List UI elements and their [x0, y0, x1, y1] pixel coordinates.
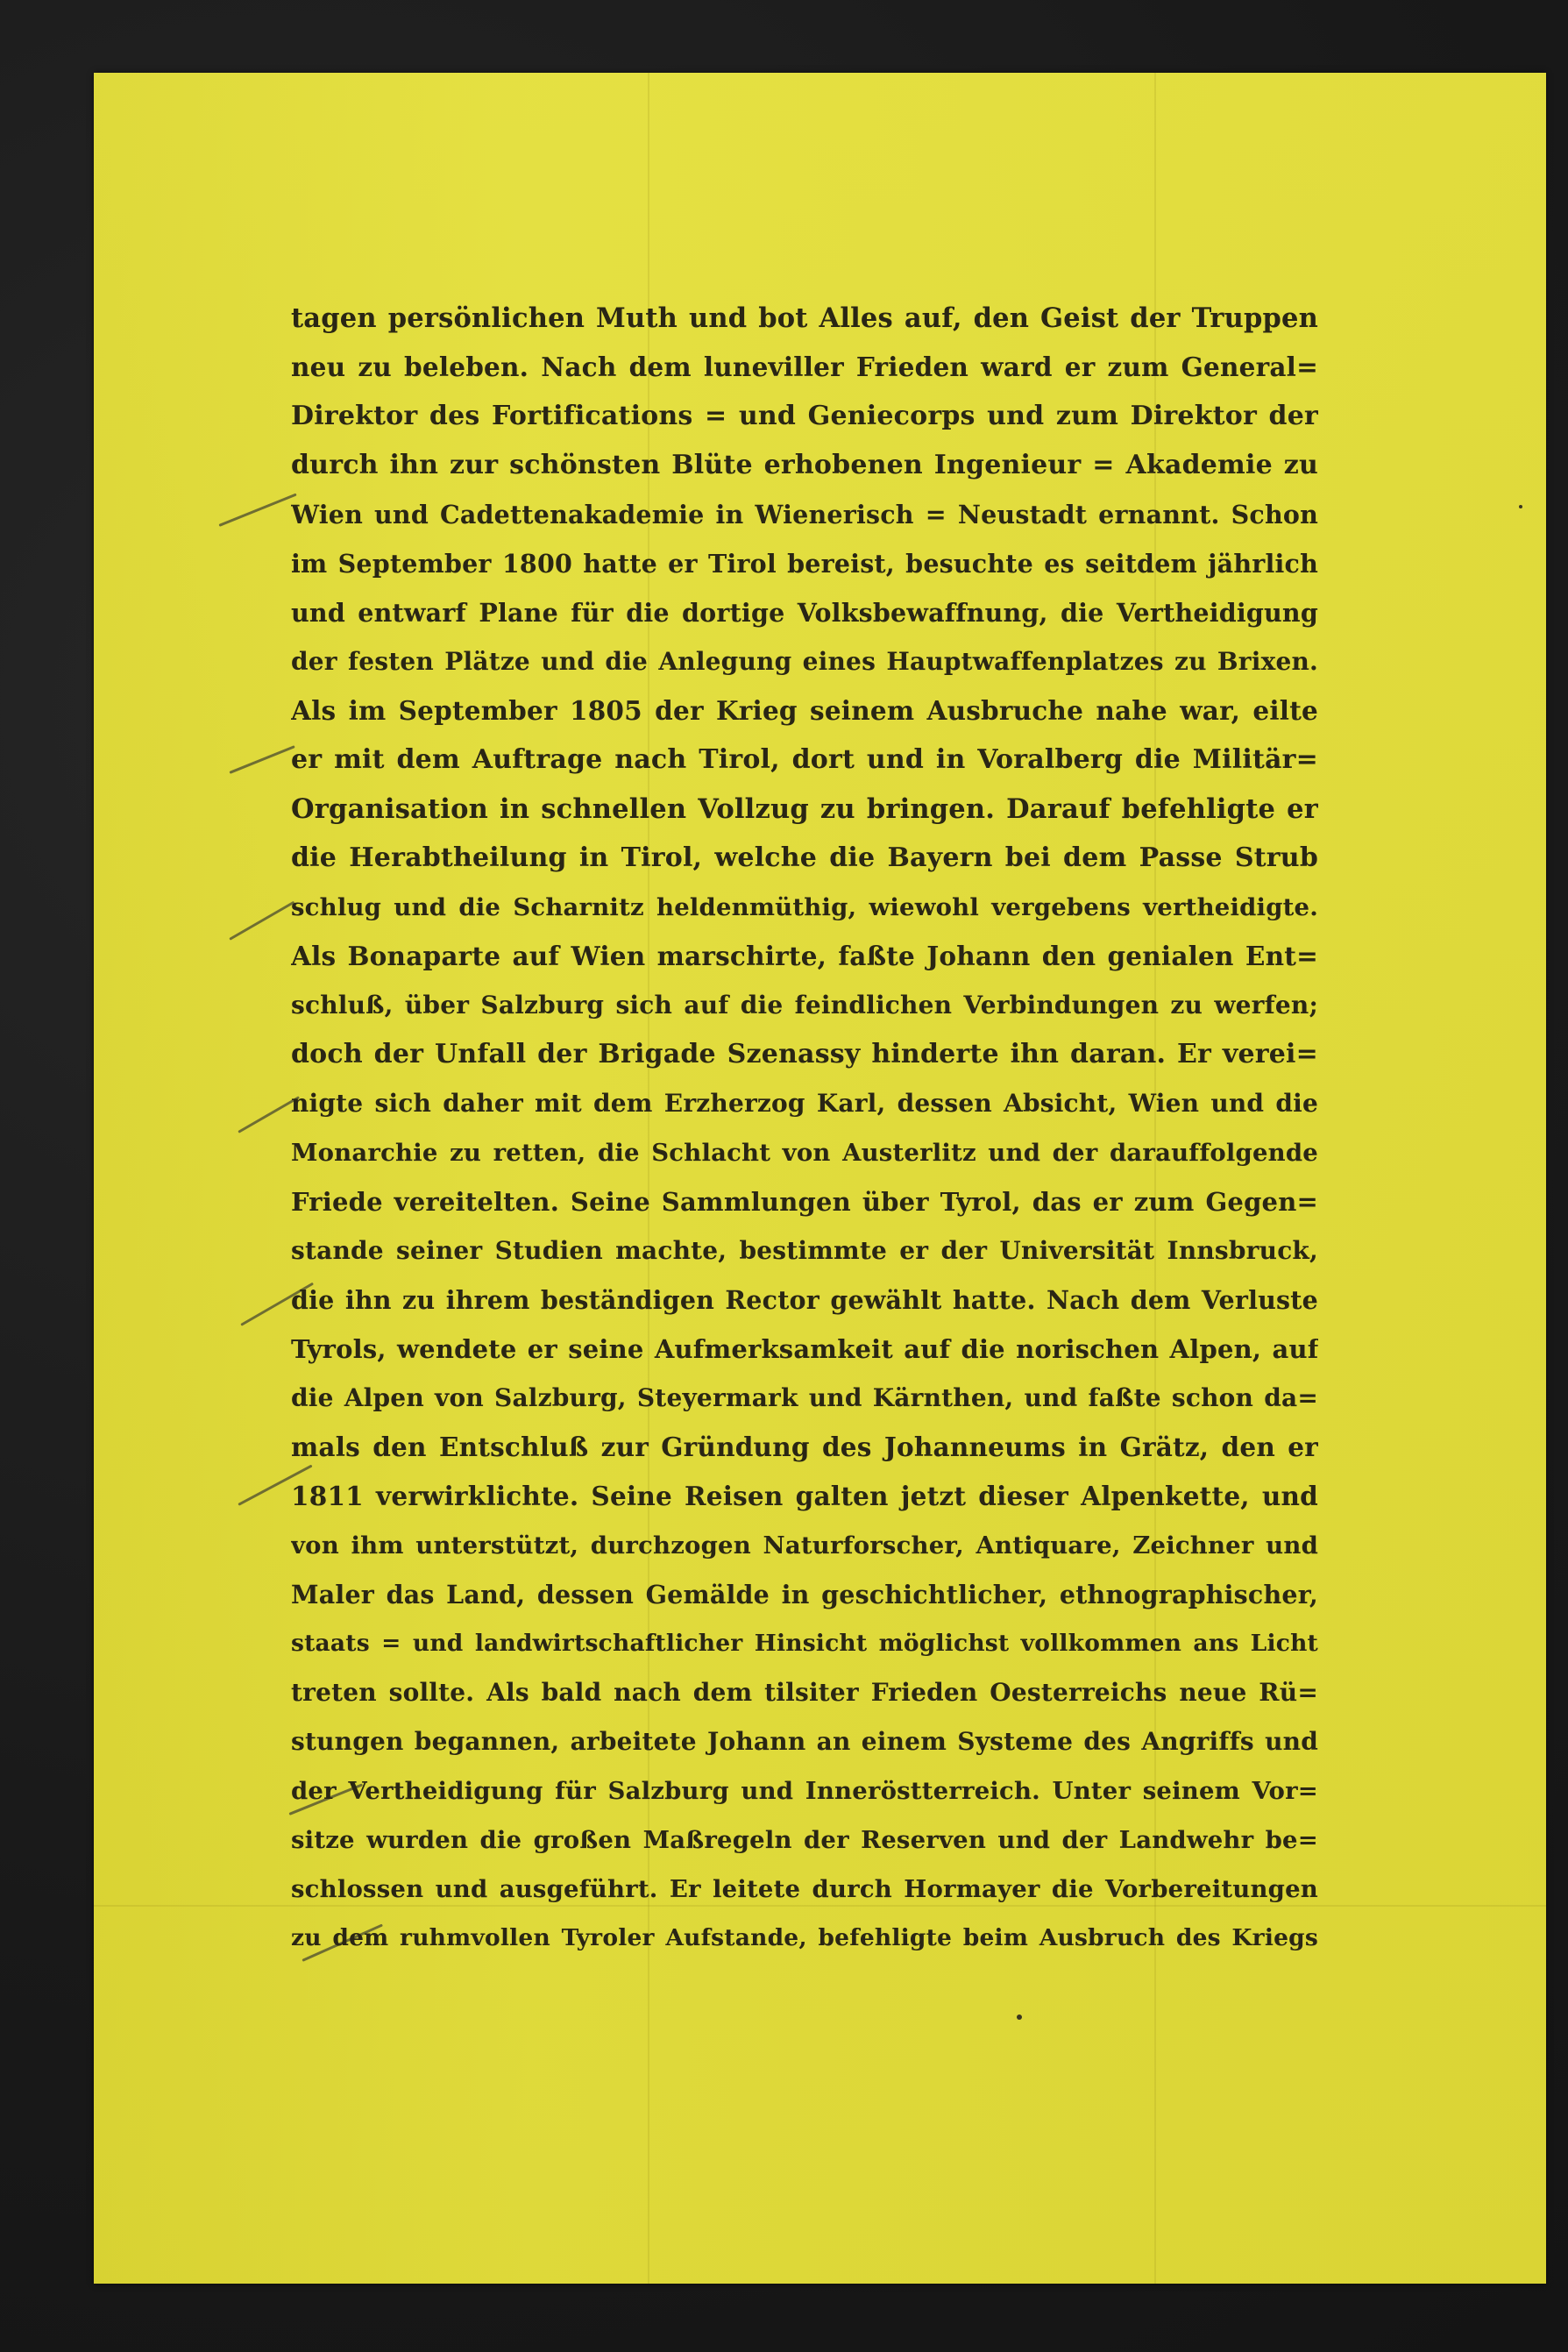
text-line: die ihn zu ihrem beständigen Rector gewählt hatte. Nach dem Verluste: [291, 1285, 1318, 1315]
text-line: Friede vereitelten. Seine Sammlungen über Tyrol, das er zum Gegen=: [291, 1187, 1318, 1217]
text-line: treten sollte. Als bald nach dem tilsiter Frieden Oesterreichs neue Rü=: [291, 1678, 1318, 1707]
text-line: Organisation in schnellen Vollzug zu bringen. Darauf befehligte er: [291, 793, 1318, 825]
text-line: staats = und landwirtschaftlicher Hinsicht möglichst vollkommen ans Licht: [291, 1630, 1318, 1657]
text-line: Wien und Cadettenakademie in Wienerisch = Neustadt ernannt. Schon: [291, 500, 1318, 529]
text-line: stande seiner Studien machte, bestimmte er der Universität Innsbruck,: [291, 1236, 1318, 1265]
text-line: der Vertheidigung für Salzburg und Inneröstterreich. Unter seinem Vor=: [291, 1777, 1318, 1805]
text-line: Tyrols, wendete er seine Aufmerksamkeit auf die norischen Alpen, auf: [291, 1334, 1318, 1364]
text-line: Als Bonaparte auf Wien marschirte, faßte Johann den genialen Ent=: [291, 941, 1318, 971]
text-line: neu zu beleben. Nach dem luneviller Frieden ward er zum General=: [291, 352, 1318, 382]
text-line: tagen persönlichen Muth und bot Alles auf, den Geist der Truppen: [291, 302, 1318, 334]
text-line: Direktor des Fortifications = und Geniecorps und zum Direktor der: [291, 401, 1318, 431]
text-line: durch ihn zur schönsten Blüte erhobenen Ingenieur = Akademie zu: [291, 450, 1318, 480]
text-line: sitze wurden die großen Maßregeln der Reserven und der Landwehr be=: [291, 1826, 1318, 1854]
text-line: Monarchie zu retten, die Schlacht von Austerlitz und der darauffolgende: [291, 1139, 1318, 1167]
text-line: Maler das Land, dessen Gemälde in geschichtlicher, ethnographischer,: [291, 1580, 1318, 1609]
text-line: doch der Unfall der Brigade Szenassy hinderte ihn daran. Er verei=: [291, 1039, 1318, 1069]
text-line: schluß, über Salzburg sich auf die feindlichen Verbindungen zu werfen;: [291, 991, 1318, 1020]
text-line: die Herabtheilung in Tirol, welche die Bayern bei dem Passe Strub: [291, 842, 1318, 873]
text-line: schlug und die Scharnitz heldenmüthig, wiewohl vergebens vertheidigte.: [291, 893, 1318, 921]
text-line: von ihm unterstützt, durchzogen Naturforscher, Antiquare, Zeichner und: [291, 1531, 1318, 1560]
text-line: stungen begannen, arbeitete Johann an einem Systeme des Angriffs und: [291, 1727, 1318, 1756]
text-line: zu dem ruhmvollen Tyroler Aufstande, befehligte beim Ausbruch des Kriegs: [291, 1924, 1318, 1951]
text-line: und entwarf Plane für die dortige Volksbewaffnung, die Vertheidigung: [291, 598, 1318, 628]
text-line: er mit dem Auftrage nach Tirol, dort und in Voralberg die Militär=: [291, 744, 1318, 775]
ink-spot: [1519, 505, 1522, 508]
body-text: [291, 294, 1318, 1963]
text-line: 1811 verwirklichte. Seine Reisen galten jetzt dieser Alpenkette, und: [291, 1481, 1318, 1511]
text-line: Als im September 1805 der Krieg seinem Ausbruche nahe war, eilte: [291, 695, 1318, 726]
text-line: mals den Entschluß zur Gründung des Johanneums in Grätz, den er: [291, 1432, 1318, 1462]
text-line: der festen Plätze und die Anlegung eines Hauptwaffenplatzes zu Brixen.: [291, 647, 1318, 676]
text-line: nigte sich daher mit dem Erzherzog Karl, dessen Absicht, Wien und die: [291, 1089, 1318, 1118]
ink-spot: [1017, 2014, 1022, 2020]
text-line: schlossen und ausgeführt. Er leitete durch Hormayer die Vorbereitungen: [291, 1875, 1318, 1903]
text-line: die Alpen von Salzburg, Steyermark und Kärnthen, und faßte schon da=: [291, 1383, 1318, 1412]
text-line: im September 1800 hatte er Tirol bereist, besuchte es seitdem jährlich: [291, 549, 1318, 579]
